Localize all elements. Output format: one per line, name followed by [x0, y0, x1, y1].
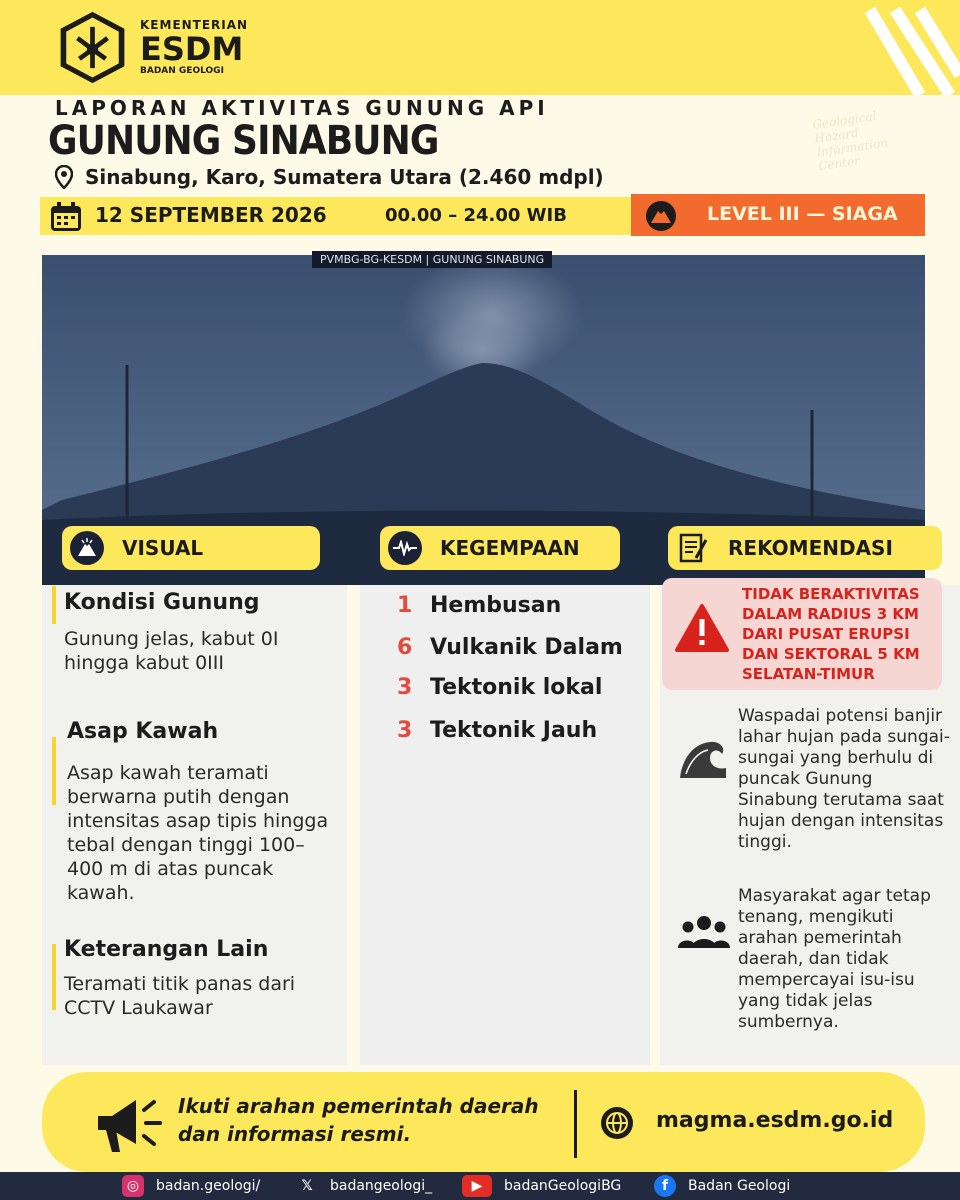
youtube-link[interactable] — [462, 1175, 621, 1197]
header-bar — [0, 0, 960, 95]
event-count: 3 — [397, 675, 413, 700]
list-item — [397, 593, 561, 618]
event-type: Vulkanik Dalam — [430, 635, 623, 660]
instagram-icon: ◎ — [122, 1175, 144, 1197]
script-watermark: Geological Hazard Information Center — [811, 108, 889, 174]
accent-bar — [52, 737, 56, 805]
date-bar — [40, 197, 640, 235]
bottom-banner — [42, 1072, 925, 1172]
youtube-handle: badanGeologiBG — [504, 1178, 622, 1194]
asap-text: Asap kawah teramati berwarna putih dengan intensitas asap tipis hingga tebal dengan tinggi 100–400 m di atas puncak kawah. — [67, 762, 329, 904]
alert-level-badge — [631, 194, 925, 236]
tab-rekomendasi-label: REKOMENDASI — [728, 536, 893, 560]
kondisi-title: Kondisi Gunung — [64, 590, 260, 615]
x-icon: 𝕏 — [301, 1178, 313, 1194]
megaphone-icon — [90, 1086, 164, 1160]
lahar-text: Waspadai potensi banjir lahar hujan pada sungai-sungai yang berhulu di puncak Gunung Sinabung terutama saat hujan dengan intensitas tinggi. — [738, 706, 950, 852]
location-line — [55, 165, 604, 189]
tab-kegempaan-label: KEGEMPAAN — [440, 536, 580, 560]
org-sub-label: BADAN GEOLOGI — [140, 66, 224, 76]
x-link[interactable] — [296, 1175, 432, 1197]
event-type: Hembusan — [430, 593, 562, 618]
accent-bar — [52, 586, 56, 624]
facebook-icon: f — [654, 1175, 676, 1197]
warning-triangle-icon — [674, 603, 730, 653]
wave-icon — [676, 738, 728, 782]
asap-title: Asap Kawah — [67, 719, 219, 744]
tab-kegempaan — [380, 526, 620, 570]
alert-level-text: LEVEL III — SIAGA — [707, 203, 898, 225]
report-subtitle: LAPORAN AKTIVITAS GUNUNG API — [55, 96, 549, 120]
location-text: Sinabung, Karo, Sumatera Utara (2.460 mdpl) — [85, 165, 604, 189]
list-item — [397, 675, 602, 700]
kondisi-text: Gunung jelas, kabut 0I hingga kabut 0III — [64, 628, 279, 674]
event-count: 1 — [397, 593, 413, 618]
list-item — [397, 718, 597, 743]
warning-text: TIDAK BERAKTIVITAS DALAM RADIUS 3 KM DARI PUSAT ERUPSI DAN SEKTORAL 5 KM SELATAN-TIMUR — [742, 585, 920, 683]
event-count: 3 — [397, 718, 413, 743]
photo-credit: PVMBG-BG-KESDM | GUNUNG SINABUNG — [312, 251, 552, 268]
people-group-icon — [676, 914, 732, 950]
org-big-label: ESDM — [140, 30, 244, 68]
seismograph-icon — [388, 531, 422, 565]
x-handle: badangeologi_ — [330, 1178, 433, 1194]
report-date: 12 SEPTEMBER 2026 — [95, 203, 327, 227]
corner-decoration-icon — [850, 0, 960, 95]
social-footer — [0, 1172, 960, 1200]
lain-title: Keterangan Lain — [64, 937, 269, 962]
volcano-level-icon — [645, 200, 677, 232]
org-small-label: KEMENTERIAN — [140, 18, 249, 32]
banner-message: Ikuti arahan pemerintah daerah dan informasi resmi. — [178, 1094, 539, 1146]
globe-icon — [600, 1106, 634, 1140]
accent-bar — [52, 944, 56, 1010]
tab-visual — [62, 526, 320, 570]
calendar-icon — [50, 202, 82, 232]
youtube-icon: ▶ — [462, 1175, 492, 1197]
instagram-handle: badan.geologi/ — [156, 1178, 261, 1194]
brand-block — [140, 18, 248, 76]
masyarakat-text: Masyarakat agar tetap tenang, mengikuti arahan pemerintah daerah, dan tidak mempercayai isu-isu yang tidak jelas sumbernya. — [738, 886, 931, 1032]
banner-divider — [574, 1090, 577, 1158]
event-type: Tektonik lokal — [430, 675, 603, 700]
warning-box — [662, 578, 942, 690]
volcano-visual-icon — [70, 531, 104, 565]
list-item — [397, 635, 623, 660]
document-icon — [676, 531, 710, 565]
volcano-title: GUNUNG SINABUNG — [48, 118, 439, 164]
report-time: 00.00 – 24.00 WIB — [385, 205, 567, 226]
instagram-link[interactable] — [122, 1175, 260, 1197]
website-link[interactable]: magma.esdm.go.id — [656, 1108, 894, 1133]
location-pin-icon — [55, 165, 73, 189]
tab-rekomendasi — [668, 526, 942, 570]
event-count: 6 — [397, 635, 413, 660]
lain-text: Teramati titik panas dari CCTV Laukawar — [64, 973, 296, 1019]
esdm-logo-icon — [55, 10, 130, 85]
facebook-handle: Badan Geologi — [688, 1178, 791, 1194]
tab-visual-label: VISUAL — [122, 536, 204, 560]
event-type: Tektonik Jauh — [430, 718, 598, 743]
facebook-link[interactable] — [654, 1175, 790, 1197]
